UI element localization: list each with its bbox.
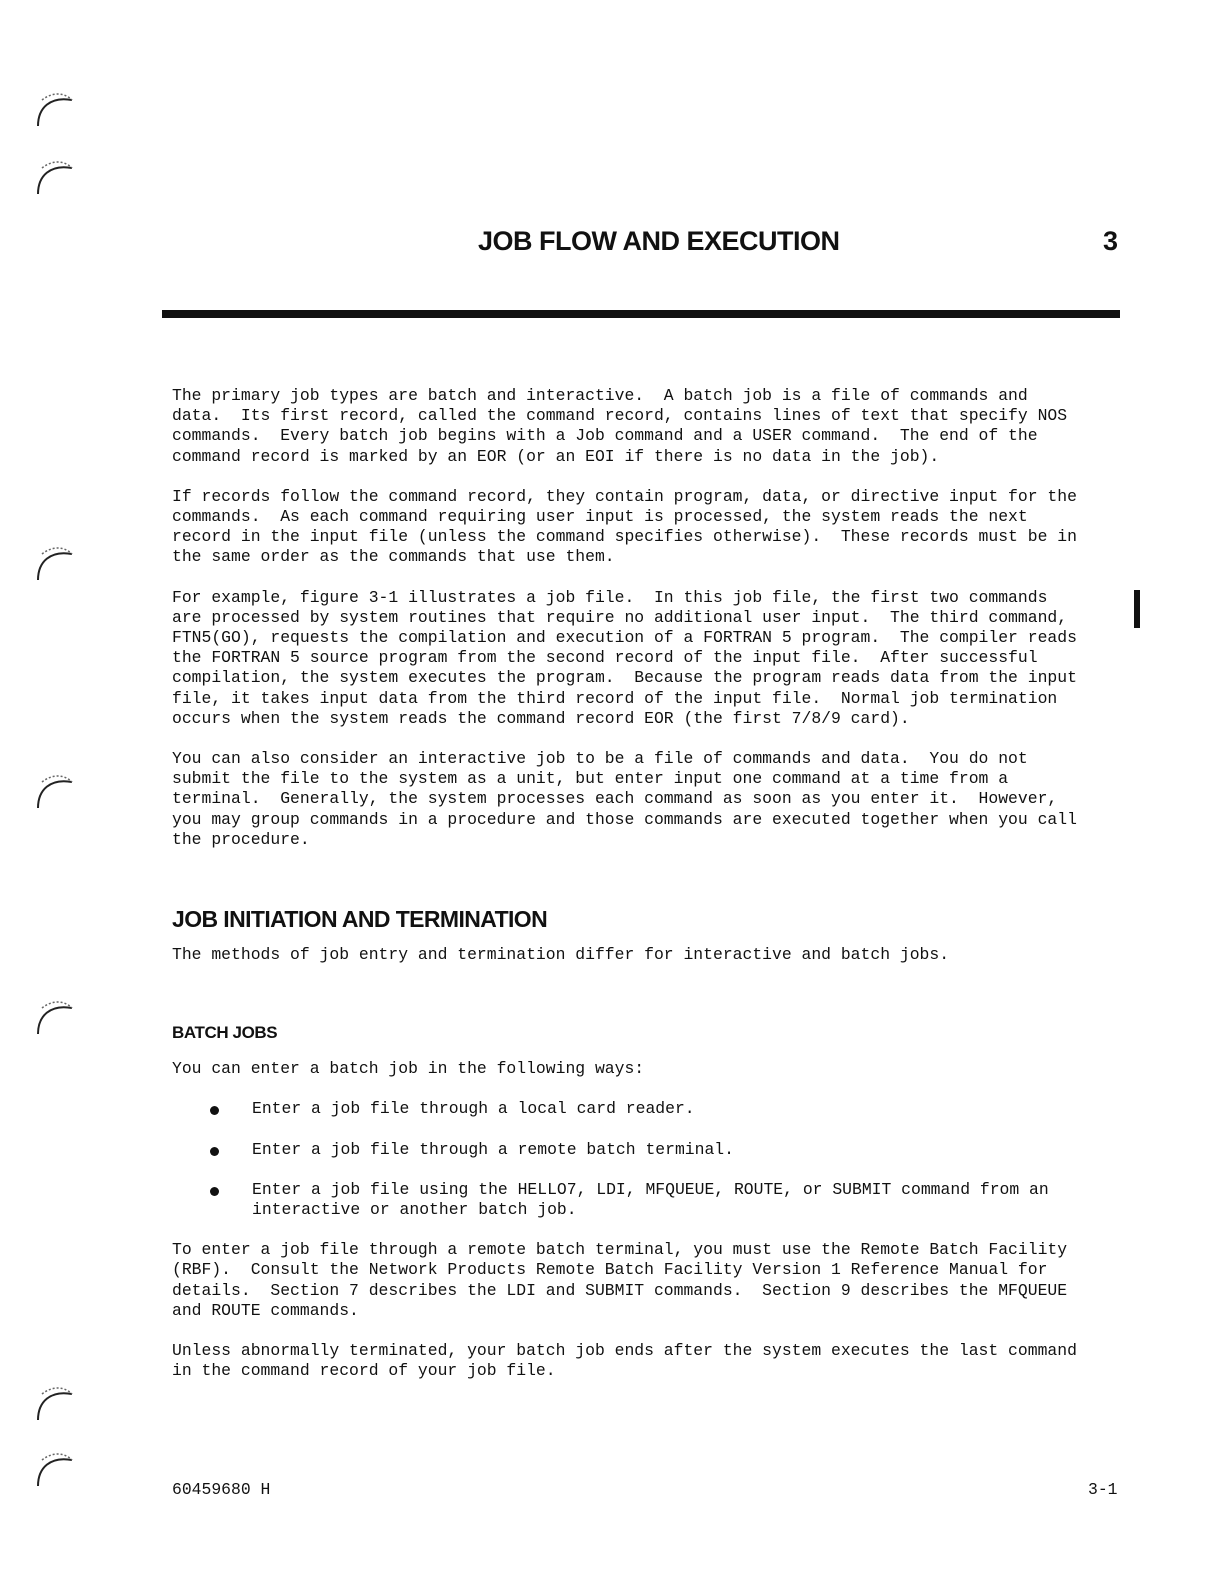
list-item: Enter a job file through a local card reader. bbox=[172, 1099, 1132, 1119]
list-item: Enter a job file using the HELLO7, LDI, MFQUEUE, ROUTE, or SUBMIT command from an interactive or another batch job. bbox=[172, 1180, 1132, 1220]
section-paragraph: The methods of job entry and termination differ for interactive and batch jobs. bbox=[172, 945, 950, 965]
batch-entry-list bbox=[172, 1099, 1132, 1220]
chapter-number: 3 bbox=[1103, 226, 1119, 256]
batch-end-paragraph: Unless abnormally terminated, your batch job ends after the system executes the last command in the command record of your job file. bbox=[172, 1341, 1077, 1381]
binder-hole-icon bbox=[32, 994, 80, 1042]
binder-hole-icon bbox=[32, 540, 80, 588]
binder-hole-icon bbox=[32, 154, 80, 202]
rbf-paragraph: To enter a job file through a remote batch terminal, you must use the Remote Batch Facility (RBF). Consult the Network Products Remote Batch Facility Version 1 Reference Manual for details. Section 7 describes the LDI and SUBMIT commands. Section 9 describes the MFQUEUE and ROUTE commands. bbox=[172, 1240, 1068, 1320]
intro-paragraph-1: The primary job types are batch and interactive. A batch job is a file of commands and data. Its first record, called the command record, contains lines of text that specify NOS commands. Every batch job begins with a Job command and a USER command. The end of the command record is marked by an EOR (or an EOI if there is no data in the job). bbox=[172, 386, 1068, 466]
binder-hole-icon bbox=[32, 768, 80, 816]
intro-paragraph-3: For example, figure 3-1 illustrates a job file. In this job file, the first two commands are processed by system routines that require no additional user input. The third command, FTN5(GO), requests the compilation and execution of a FORTRAN 5 program. The compiler reads the FORTRAN 5 source program from the second record of the input file. After successful compilation, the system executes the program. Because the program reads data from the input file, it takes input data from the third record of the input file. Normal job termination occurs when the system reads the command record EOR (the first 7/8/9 card). bbox=[172, 587, 1077, 728]
bullet-icon bbox=[210, 1147, 219, 1156]
list-item: Enter a job file through a remote batch terminal. bbox=[172, 1140, 1132, 1160]
binder-hole-icon bbox=[32, 1446, 80, 1494]
page-body bbox=[172, 386, 1132, 1382]
intro-paragraph-2: If records follow the command record, they contain program, data, or directive input for the commands. As each command requiring user input is processed, the system reads the next record in the input file (unless the command specifies otherwise). These records must be in the same order as the commands that use them. bbox=[172, 486, 1077, 567]
bullet-icon bbox=[210, 1187, 219, 1196]
subsection-heading: BATCH JOBS bbox=[172, 1023, 278, 1043]
chapter-rule bbox=[162, 310, 1120, 318]
document-number: 60459680 H bbox=[172, 1480, 271, 1499]
intro-paragraph-4: You can also consider an interactive job to be a file of commands and data. You do not submit the file to the system as a unit, but enter input one command at a time from a terminal. Generally, the system processes each command as soon as you enter it. However, you may group commands in a procedure and those commands are executed together when you call the procedure. bbox=[172, 749, 1077, 849]
section-heading: JOB INITIATION AND TERMINATION bbox=[172, 906, 548, 933]
bullet-icon bbox=[210, 1106, 219, 1115]
binder-hole-icon bbox=[32, 1380, 80, 1428]
page-number: 3-1 bbox=[1088, 1480, 1118, 1499]
chapter-title: JOB FLOW AND EXECUTION bbox=[478, 226, 840, 256]
binder-hole-icon bbox=[32, 86, 80, 134]
change-bar bbox=[1134, 590, 1140, 628]
batch-lead: You can enter a batch job in the following ways: bbox=[172, 1059, 645, 1079]
